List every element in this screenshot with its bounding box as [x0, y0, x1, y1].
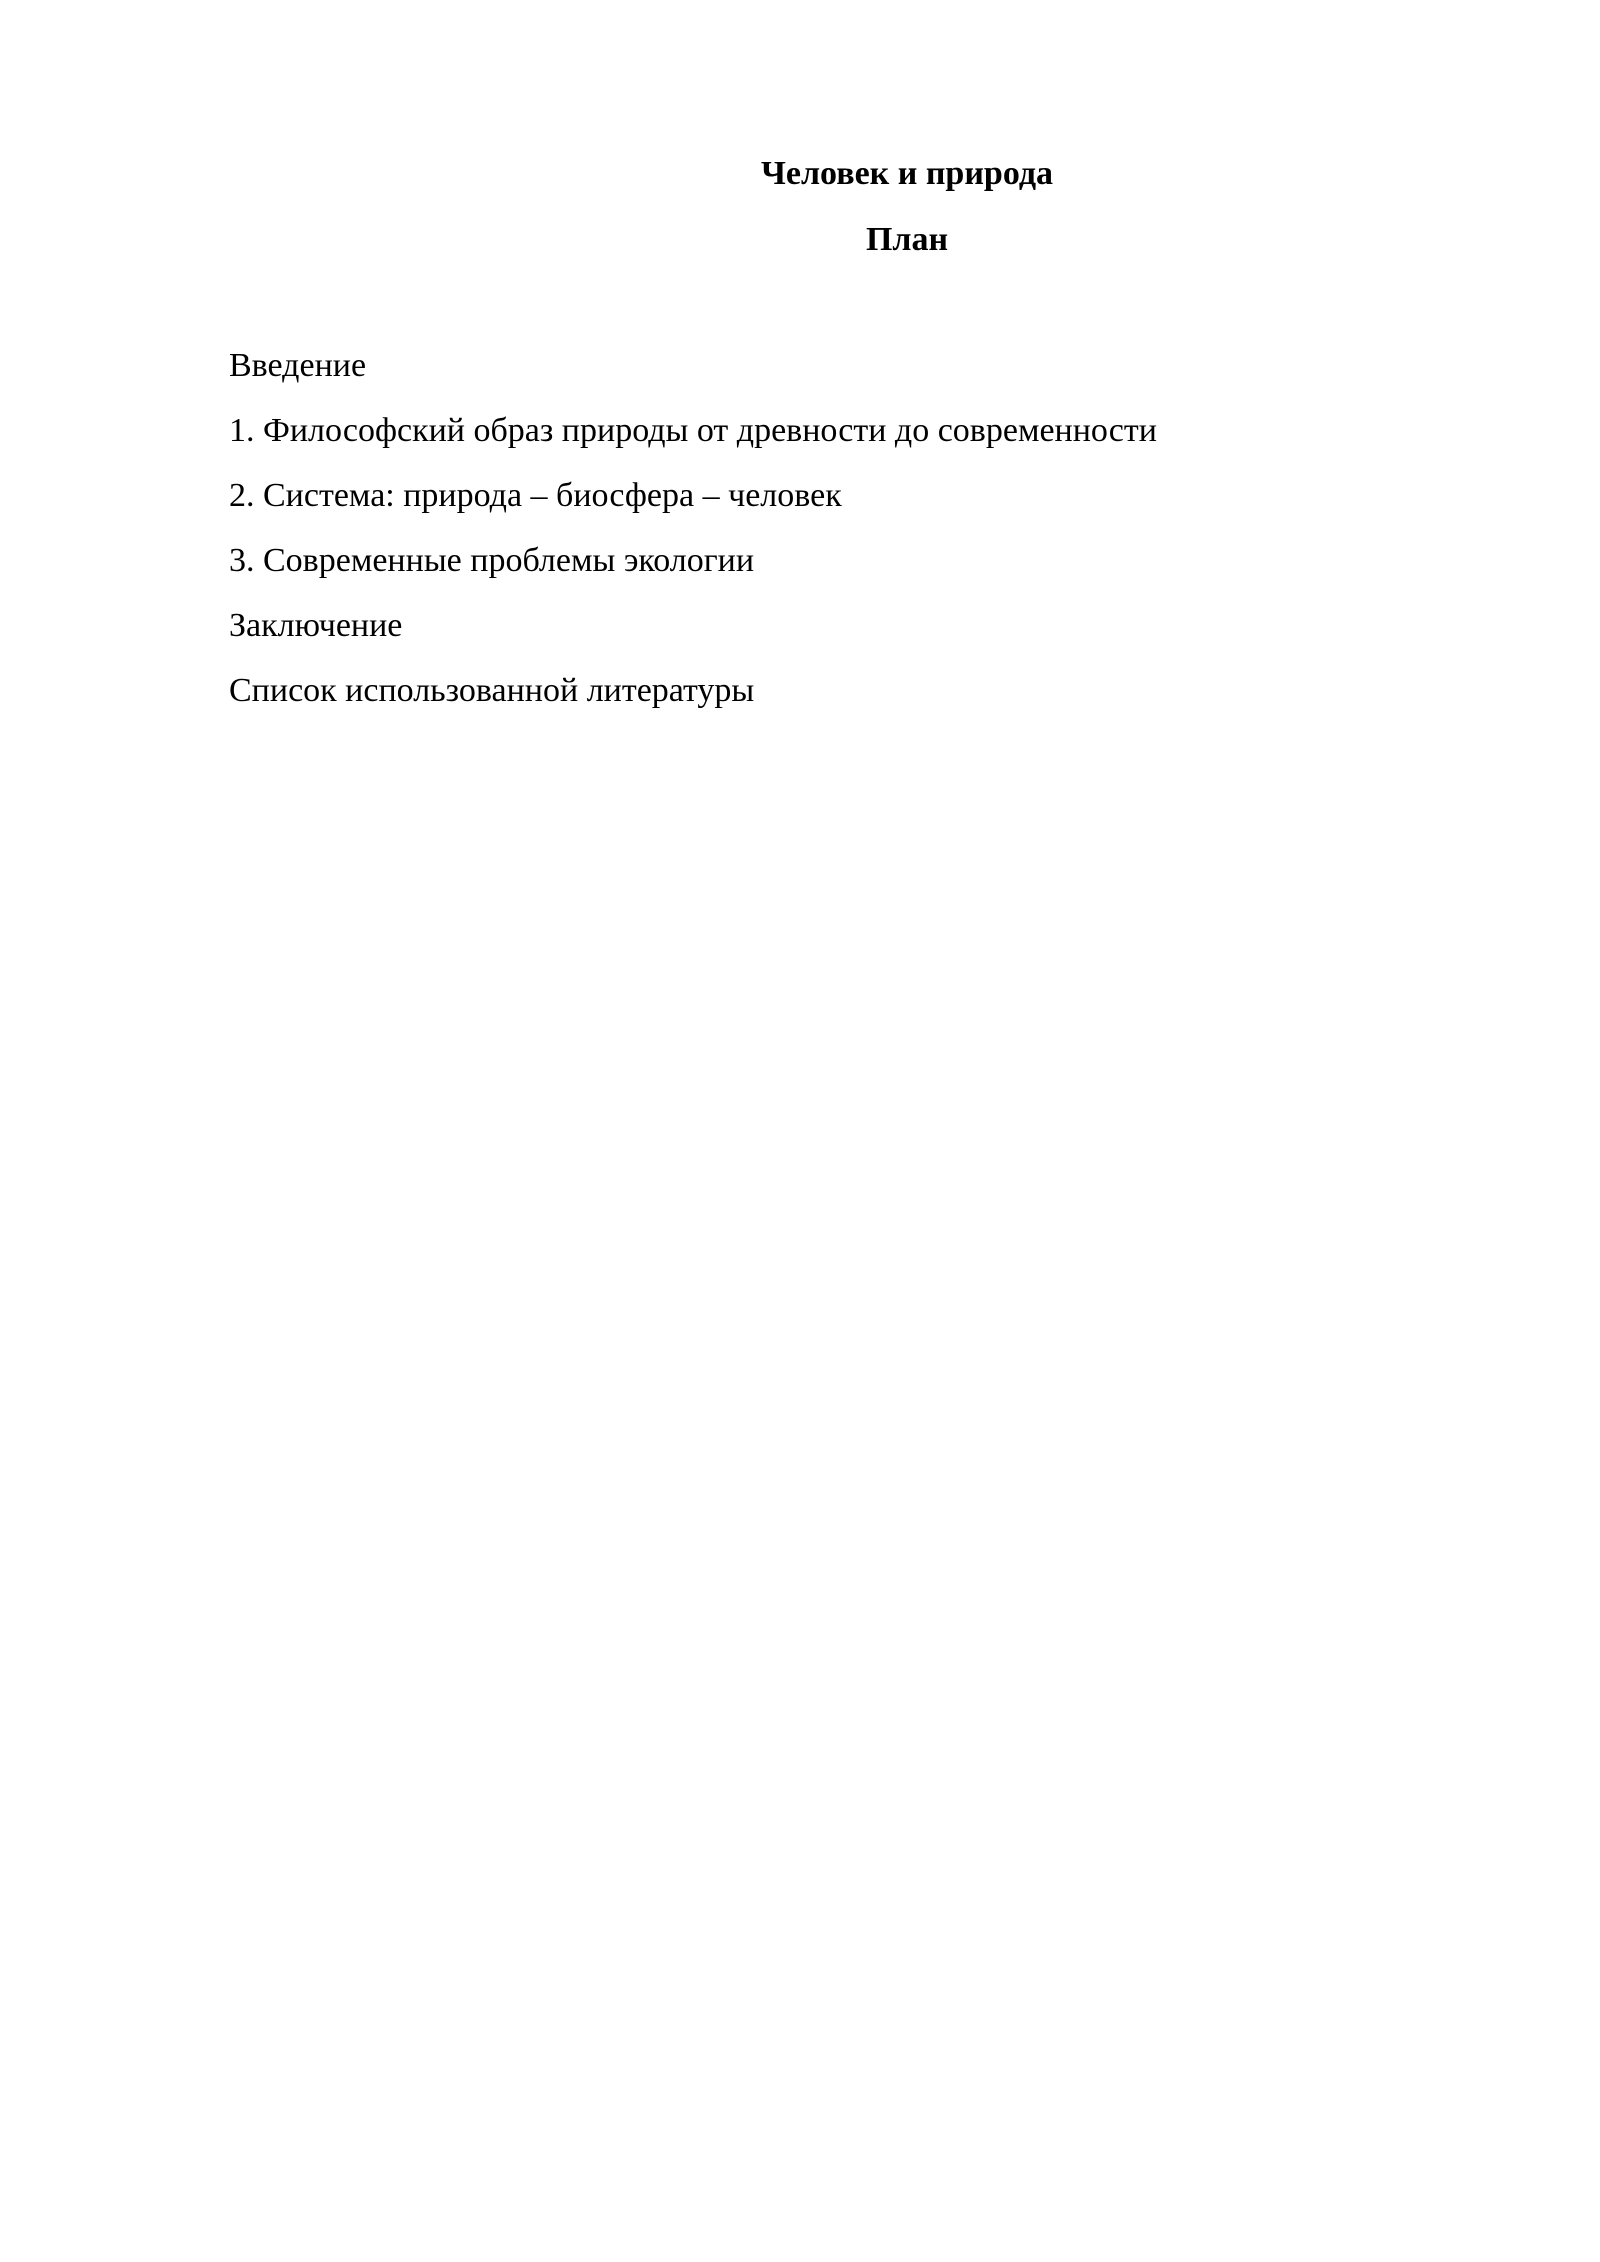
toc-item-conclusion: Заключение: [229, 607, 403, 644]
toc-item-chapter-3: 3. Современные проблемы экологии: [229, 542, 755, 579]
toc-item-chapter-1: 1. Философский образ природы от древности до современности: [229, 412, 1157, 449]
document-title: Человек и природа: [760, 155, 1054, 192]
plan-heading: План: [865, 221, 949, 258]
toc-item-introduction: Введение: [229, 347, 367, 384]
toc-item-bibliography: Список использованной литературы: [229, 672, 755, 709]
toc-item-chapter-2: 2. Система: природа – биосфера – человек: [229, 477, 842, 514]
table-of-contents: [229, 346, 1157, 736]
